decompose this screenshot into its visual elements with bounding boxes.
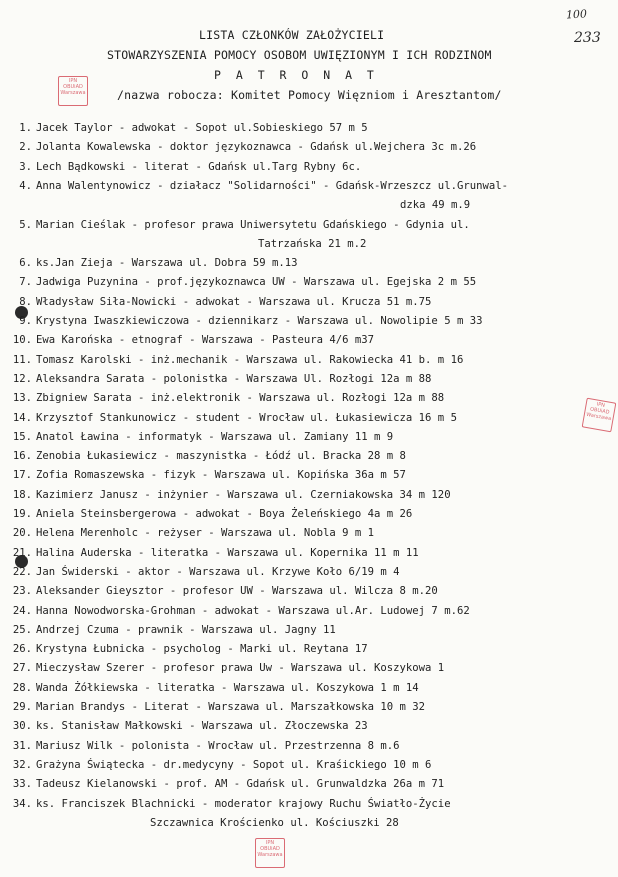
list-item — [0, 448, 618, 465]
list-item-text: Krystyna Łubnicka - psycholog - Marki ul. Reytana 17 — [36, 643, 368, 656]
list-item-text: Lech Bądkowski - literat - Gdańsk ul.Targ Rybny 6c. — [36, 160, 362, 173]
list-item-number: 18. — [12, 488, 32, 501]
list-item — [0, 738, 618, 755]
list-item-text: Krzysztof Stankunowicz - student - Wrocław ul. Łukasiewicza 16 m 5 — [36, 411, 457, 424]
list-item — [0, 680, 618, 697]
list-item-number: 3. — [19, 160, 32, 173]
list-item-number: 4. — [19, 179, 32, 192]
list-item — [0, 776, 618, 793]
list-item-text: Zbigniew Sarata - inż.elektronik - Warszawa ul. Rozłogi 12a m 88 — [36, 392, 445, 405]
list-item — [0, 390, 618, 407]
list-item-text: Marian Brandys - Literat - Warszawa ul. Marszałkowska 10 m 32 — [36, 701, 426, 713]
list-item-text: Hanna Nowodworska-Grohman - adwokat - Warszawa ul.Ar. Ludowej 7 m.62 — [36, 604, 470, 617]
list-item-number: 32. — [12, 758, 32, 771]
list-item-number: 28. — [12, 681, 32, 694]
list-item — [0, 660, 618, 677]
list-item-number: 26. — [12, 643, 32, 656]
list-item-text: Jan Świderski - aktor - Warszawa ul. Krzywe Koło 6/19 m 4 — [36, 565, 400, 578]
list-item — [0, 429, 618, 446]
list-item-text: Halina Auderska - literatka - Warszawa ul. Kopernika 11 m 11 — [36, 546, 419, 559]
list-item-text: Zofia Romaszewska - fizyk - Warszawa ul. Kopińska 36a m 57 — [36, 469, 406, 482]
list-item-number: 14. — [12, 411, 32, 424]
list-item-number: 22. — [12, 565, 32, 578]
handwritten-note: 100 — [565, 7, 588, 22]
list-item-text: Andrzej Czuma - prawnik - Warszawa ul. Jagny 11 — [36, 623, 336, 636]
list-item-number: 23. — [12, 585, 32, 598]
archive-stamp: IPN OBUiAD Warszawa — [582, 398, 617, 433]
handwritten-page-number: 233 — [574, 30, 601, 46]
list-item — [0, 332, 618, 349]
list-item-continuation: dzka 49 m.9 — [400, 199, 471, 212]
list-item — [0, 622, 618, 639]
list-item — [0, 699, 618, 716]
list-item-text: Mieczysław Szerer - profesor prawa Uw - Warszawa ul. Koszykowa 1 — [36, 662, 445, 675]
list-item — [0, 120, 618, 137]
list-item-text: Aniela Steinsbergerowa - adwokat - Boya Żeleńskiego 4a m 26 — [36, 508, 413, 520]
list-item-number: 7. — [19, 276, 32, 289]
organization-name: STOWARZYSZENIA POMOCY OSOBOM UWIĘZIONYM I ICH RODZINOM — [107, 48, 492, 62]
list-item-text: Jolanta Kowalewska - doktor językoznawca - Gdańsk ul.Wejchera 3c m.26 — [36, 141, 477, 154]
list-item — [0, 641, 618, 658]
list-item-number: 11. — [12, 353, 32, 366]
list-item — [0, 294, 618, 311]
list-item — [0, 313, 618, 330]
list-item-text: Kazimierz Janusz - inżynier - Warszawa ul. Czerniakowska 34 m 120 — [36, 488, 451, 501]
list-item-text: Tomasz Karolski - inż.mechanik - Warszawa ul. Rakowiecka 41 b. m 16 — [36, 353, 464, 366]
archive-stamp: IPN OBUiAD Warszawa — [255, 838, 285, 868]
list-item-number: 13. — [12, 392, 32, 405]
archive-stamp: IPN OBUiAD Warszawa — [58, 76, 88, 106]
working-name: /nazwa robocza: Komitet Pomocy Więzniom i Aresztantom/ — [117, 88, 502, 102]
list-item-number: 25. — [12, 623, 32, 636]
list-item-text: Jacek Taylor - adwokat - Sopot ul.Sobieskiego 57 m 5 — [36, 122, 368, 134]
list-item-number: 10. — [12, 334, 32, 347]
list-item — [0, 796, 618, 813]
list-item-text: Anatol Ławina - informatyk - Warszawa ul. Zamiany 11 m 9 — [36, 430, 394, 443]
list-item — [0, 371, 618, 388]
list-item — [0, 718, 618, 735]
list-item — [0, 487, 618, 504]
list-item — [0, 564, 618, 581]
list-item-number: 24. — [12, 604, 32, 617]
list-item-number: 6. — [19, 257, 32, 270]
list-item-number: 21. — [12, 546, 32, 559]
list-item-number: 33. — [12, 778, 32, 791]
list-item-text: ks. Stanisław Małkowski - Warszawa ul. Złoczewska 23 — [36, 720, 368, 733]
list-item — [0, 178, 618, 195]
list-item-text: Ewa Karońska - etnograf - Warszawa - Pasteura 4/6 m37 — [36, 334, 375, 347]
list-item-text: Mariusz Wilk - polonista - Wrocław ul. Przestrzenna 8 m.6 — [36, 739, 400, 752]
organization-short-name: P A T R O N A T — [214, 68, 378, 82]
list-item-number: 27. — [12, 662, 32, 675]
list-item-text: Krystyna Iwaszkiewiczowa - dziennikarz - Warszawa ul. Nowolipie 5 m 33 — [36, 315, 483, 327]
list-item-text: Aleksandra Sarata - polonistka - Warszawa Ul. Rozłogi 12a m 88 — [36, 372, 432, 385]
list-item — [0, 352, 618, 369]
list-item — [0, 603, 618, 620]
list-item — [0, 274, 618, 291]
list-item-number: 19. — [12, 508, 32, 520]
list-item-text: Marian Cieślak - profesor prawa Uniwersytetu Gdańskiego - Gdynia ul. — [36, 218, 470, 231]
list-item — [0, 583, 618, 600]
list-item-number: 9. — [19, 315, 32, 327]
list-item-text: Aleksander Gieysztor - profesor UW - Warszawa ul. Wilcza 8 m.20 — [36, 585, 438, 598]
list-item-continuation: Szczawnica Krościenko ul. Kościuszki 28 — [150, 816, 399, 829]
list-item-number: 1. — [19, 122, 32, 134]
list-item-number: 2. — [19, 141, 32, 154]
list-item-text: ks. Franciszek Blachnicki - moderator krajowy Ruchu Światło-Życie — [36, 797, 451, 810]
list-item-text: Wanda Żółkiewska - literatka - Warszawa ul. Koszykowa 1 m 14 — [36, 681, 419, 694]
list-item-text: ks.Jan Zieja - Warszawa ul. Dobra 59 m.13 — [36, 257, 298, 270]
list-item — [0, 159, 618, 176]
list-item-number: 12. — [12, 372, 32, 385]
list-item-continuation: Tatrzańska 21 m.2 — [258, 237, 367, 250]
list-item-text: Grażyna Świątecka - dr.medycyny - Sopot ul. Kraśickiego 10 m 6 — [36, 758, 432, 771]
list-item — [0, 217, 618, 234]
list-item — [0, 506, 618, 523]
list-item — [0, 255, 618, 272]
list-item-text: Anna Walentynowicz - działacz "Solidarności" - Gdańsk-Wrzeszcz ul.Grunwal- — [36, 179, 508, 192]
list-item-number: 20. — [12, 527, 32, 540]
list-item — [0, 467, 618, 484]
list-item-number: 34. — [12, 797, 32, 810]
list-item-number: 29. — [12, 701, 32, 713]
list-item — [0, 545, 618, 562]
list-item — [0, 525, 618, 542]
list-item-number: 8. — [19, 295, 32, 308]
list-item-number: 16. — [12, 450, 32, 463]
list-item-text: Zenobia Łukasiewicz - maszynistka - Łódź ul. Bracka 28 m 8 — [36, 450, 406, 463]
list-item-number: 15. — [12, 430, 32, 443]
list-item-number: 17. — [12, 469, 32, 482]
document-title: LISTA CZŁONKÓW ZAŁOŻYCIELI — [199, 28, 385, 42]
list-item-number: 30. — [12, 720, 32, 733]
list-item-text: Władysław Siła-Nowicki - adwokat - Warszawa ul. Krucza 51 m.75 — [36, 295, 432, 308]
list-item-text: Helena Merenholc - reżyser - Warszawa ul. Nobla 9 m 1 — [36, 527, 375, 540]
list-item-text: Jadwiga Puzynina - prof.językoznawca UW - Warszawa ul. Egejska 2 m 55 — [36, 276, 477, 289]
list-item — [0, 139, 618, 156]
list-item-number: 5. — [19, 218, 32, 231]
list-item-text: Tadeusz Kielanowski - prof. AM - Gdańsk ul. Grunwaldzka 26a m 71 — [36, 778, 445, 791]
list-item-number: 31. — [12, 739, 32, 752]
list-item — [0, 410, 618, 427]
list-item — [0, 757, 618, 774]
